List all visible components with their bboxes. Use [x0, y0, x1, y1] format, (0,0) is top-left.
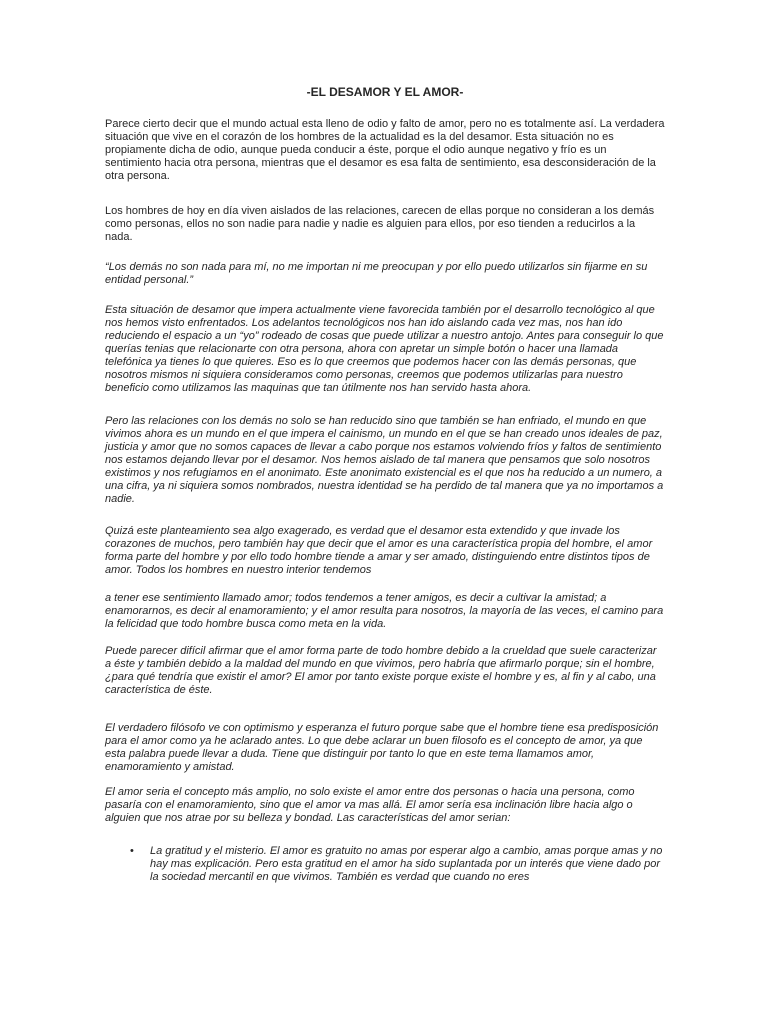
paragraph-desarrollo-tecnologico: Esta situación de desamor que impera actualmente viene favorecida también por el desarrollo tecnológico al que nos hemos visto enfrentados. Los adelantos tecnológicos nos han ido aislando cada vez mas, nos han ido reduciendo el espacio a un “yo” rodeado de cosas que puede utilizar a nuestro antojo. Antes para conseguir lo que querías tenias que relacionarte con otra persona, ahora con apretar un simple botón o hacer una llamada telefónica ya tienes lo que quieres. Eso es lo que creemos que podemos hacer con las demás personas, que nosotros mismos ni siquiera consideramos como personas, creemos que podemos utilizarlas para nuestro beneficio como utilizamos las maquinas que tan útilmente nos han servido hasta ahora. [105, 304, 664, 394]
list-item-gratitud-misterio [105, 845, 665, 884]
paragraph-quiza-exagerado: Quizá este planteamiento sea algo exagerado, es verdad que el desamor esta extendido y que invade los corazones de muchos, pero también hay que decir que el amor es una característica propia del hombre, el amor forma parte del hombre y por ello todo hombre tiende a amar y ser amado, distinguiendo entre distintos tipos de amor. Todos los hombres en nuestro interior tendemos [105, 525, 653, 576]
document-title: -EL DESAMOR Y EL AMOR- [306, 85, 464, 99]
characteristics-list [105, 845, 665, 884]
bullet-icon: • [130, 845, 134, 857]
paragraph-verdadero-filosofo: El verdadero filósofo ve con optimismo y esperanza el futuro porque sabe que el hombre tiene esa predisposición para el amor como ya he aclarado antes. Lo que debe aclarar un buen filosofo es el concepto de amor, ya que esta palabra puede llevar a duda. Tiene que distinguir por tanto lo que en este tema llamamos amor, enamoramiento y amistad. [105, 722, 659, 773]
list-item-text: La gratitud y el misterio. El amor es gratuito no amas por esperar algo a cambio, amas porque amas y no hay mas explicación. Pero esta gratitud en el amor ha sido suplantada por un interés que viene dado por la sociedad mercantil en que vivimos. También es verdad que cuando no eres [150, 845, 663, 883]
paragraph-amor-concepto-amplio: El amor seria el concepto más amplio, no solo existe el amor entre dos personas o hacia una persona, como pasaría con el enamoramiento, sino que el amor va mas allá. El amor sería esa inclinación libre hacia algo o alguien que nos atrae por su belleza y bondad. Las características del amor serian: [105, 786, 635, 824]
paragraph-sentimiento-amor: a tener ese sentimiento llamado amor; todos tendemos a tener amigos, es decir a cultivar la amistad; a enamorarnos, es decir al enamoramiento; y el amor resulta para nosotros, la mayoría de las veces, el camino para la felicidad que todo hombre busca como meta en la vida. [105, 592, 664, 630]
paragraph-relaciones-enfriadas: Pero las relaciones con los demás no solo se han reducido sino que también se han enfriado, el mundo en que vivimos ahora es un mundo en el que impera el cainismo, un mundo en el que se han creado unos ideales de paz, justicia y amor que no somos capaces de llevar a cabo porque nos estamos volviendo fríos y faltos de sentimiento nos estamos dejando llevar por el desamor. Nos hemos aislado de tal manera que pensamos que solo nosotros existimos y nos refugiamos en el anonimato. Este anonimato existencial es el que nos ha reducido a un numero, a una cifra, ya ni siquiera somos nombrados, nuestra identidad se ha perdido de tal manera que ya no importamos a nadie. [105, 415, 664, 505]
paragraph-hombres-aislados: Los hombres de hoy en día viven aislados de las relaciones, carecen de ellas porque no consideran a los demás como personas, ellos no son nadie para nadie y nadie es alguien para ellos, por eso tienden a reducirlos a la nada. [105, 205, 655, 243]
paragraph-amor-todo-hombre: Puede parecer difícil afirmar que el amor forma parte de todo hombre debido a la crueldad que suele caracterizar a éste y también debido a la maldad del mundo en que vivimos, pero habría que afirmarlo porque; sin el hombre, ¿para qué tendría que existir el amor? El amor por tanto existe porque existe el hombre y es, al fin y al cabo, una característica de éste. [105, 645, 657, 696]
quote-paragraph: “Los demás no son nada para mí, no me importan ni me preocupan y por ello puedo utilizarlos sin fijarme en su entidad personal.” [105, 261, 648, 286]
paragraph-intro-desamor: Parece cierto decir que el mundo actual esta lleno de odio y falto de amor, pero no es totalmente así. La verdadera situación que vive en el corazón de los hombres de la actualidad es la del desamor. Esta situación no es propiamente dicha de odio, aunque pueda conducir a éste, porque el odio aunque negativo y frío es un sentimiento hacia otra persona, mientras que el desamor es esa falta de sentimiento, esa desconsideración de la otra persona. [105, 118, 665, 182]
